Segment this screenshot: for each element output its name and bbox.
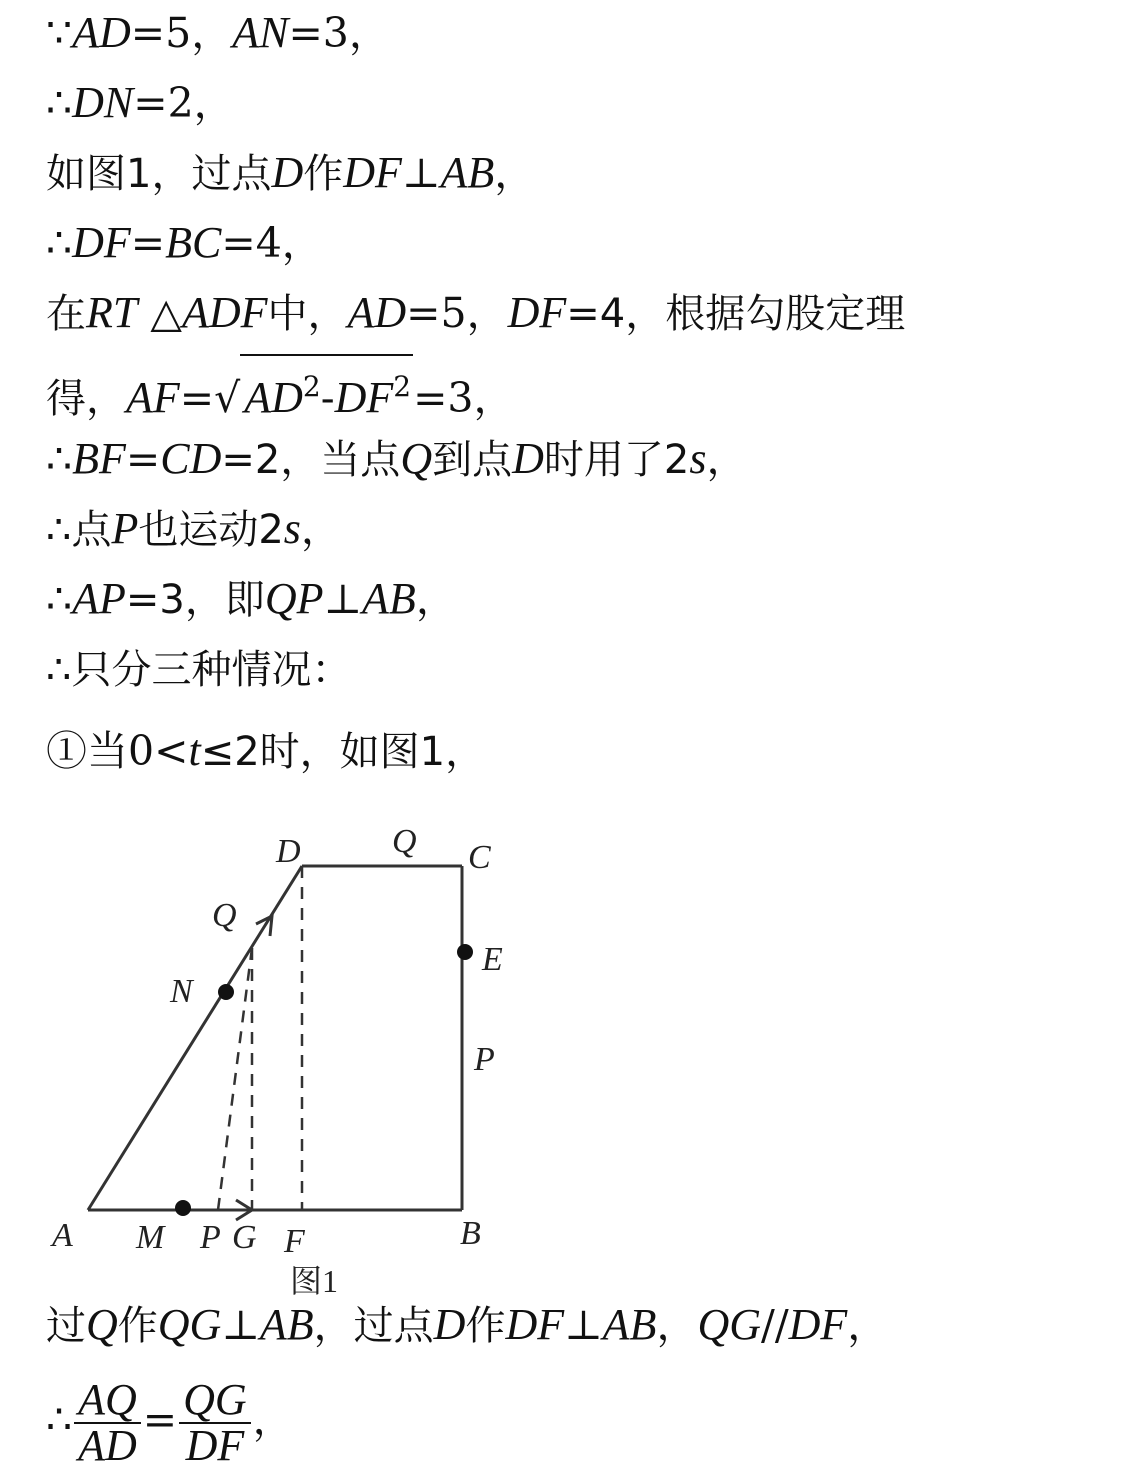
math-symbol: DF <box>343 148 402 197</box>
math-symbol: AB <box>259 1300 314 1349</box>
text-fragment: ， <box>415 575 457 623</box>
text-fragment: =3， <box>288 9 390 57</box>
math-symbol: DF <box>507 288 567 337</box>
fraction-aq-ad <box>74 1375 141 1470</box>
figure-caption: 图1 <box>290 1263 339 1299</box>
equals-sign: = <box>142 1395 178 1444</box>
math-symbol: DF <box>72 218 131 267</box>
text-line <box>46 504 342 555</box>
label-g: G <box>232 1219 257 1256</box>
text-fragment: = <box>125 435 161 483</box>
math-symbol: P <box>111 504 139 553</box>
fraction-denominator: DF <box>185 1421 245 1470</box>
label-c: C <box>468 839 491 876</box>
text-fragment: ∴只分三种情况： <box>46 647 352 693</box>
text-fragment: ， <box>656 1301 698 1349</box>
math-symbol: AN <box>232 8 289 57</box>
label-d: D <box>276 833 301 870</box>
text-fragment: ①当0< <box>46 727 189 775</box>
math-symbol: QG <box>697 1300 761 1349</box>
math-symbol: AB <box>602 1300 657 1349</box>
text-line <box>46 218 323 268</box>
text-fragment: 如图1，过点 <box>46 151 272 197</box>
text-fragment: ∴ <box>46 219 73 267</box>
text-fragment: - <box>320 374 335 422</box>
text-fragment: 得， <box>46 376 126 422</box>
text-fragment: ∴ <box>46 435 73 483</box>
text-fragment: ， <box>706 435 748 483</box>
label-n: N <box>170 973 193 1010</box>
text-line <box>46 78 235 128</box>
math-symbol: BF <box>72 434 126 483</box>
text-fragment: ∴ <box>46 79 73 127</box>
label-p-right: P <box>474 1041 495 1078</box>
exponent: 2 <box>393 370 412 403</box>
text-fragment: // <box>761 1301 789 1349</box>
math-symbol: DN <box>72 78 134 127</box>
point-e <box>457 944 473 960</box>
text-fragment: 作 <box>117 1303 158 1349</box>
math-symbol: QG <box>157 1300 222 1349</box>
text-line <box>46 148 535 199</box>
math-symbol: AD <box>72 8 131 57</box>
math-symbol: D <box>512 434 544 483</box>
text-fragment: =√ <box>179 374 241 422</box>
text-fragment: =3，即 <box>125 577 265 623</box>
label-p-bottom: P <box>200 1219 221 1256</box>
text-fragment: =2， <box>133 79 235 127</box>
math-symbol: AF <box>126 373 180 422</box>
text-fragment: ≤2时，如图1， <box>200 729 486 775</box>
math-symbol: s <box>689 434 707 483</box>
math-symbol: Q <box>86 1300 118 1349</box>
text-fragment: ， <box>847 1301 889 1349</box>
point-m <box>175 1200 191 1216</box>
fraction-numerator: QG <box>179 1378 251 1424</box>
label-m: M <box>136 1219 165 1256</box>
label-b: B <box>460 1215 481 1252</box>
exponent: 2 <box>302 370 321 403</box>
math-symbol: AB <box>440 148 495 197</box>
math-symbol: RT <box>86 288 138 337</box>
therefore-symbol: ∴ <box>46 1395 73 1444</box>
point-n <box>218 984 234 1000</box>
math-symbol: D <box>433 1300 466 1349</box>
text-fragment: ， <box>494 149 536 197</box>
text-line <box>46 8 390 58</box>
comma: ， <box>252 1395 294 1444</box>
math-symbol: CD <box>160 434 222 483</box>
text-fragment: ，过点 <box>313 1303 434 1349</box>
label-q-left: Q <box>212 897 237 934</box>
text-fragment: =3， <box>413 374 515 422</box>
text-fragment: =5， <box>130 9 233 57</box>
text-fragment: 中， <box>267 291 348 337</box>
label-e: E <box>482 941 503 978</box>
sqrt-radicand <box>240 354 413 423</box>
text-line <box>46 288 905 339</box>
text-fragment: 时用了2 <box>543 437 690 483</box>
math-symbol: Q <box>400 434 433 483</box>
text-fragment: =5， <box>406 289 508 337</box>
text-fragment: =2，当点 <box>221 437 401 483</box>
label-f: F <box>284 1223 305 1260</box>
text-fragment: 到点 <box>432 437 513 483</box>
text-fragment: ∴ <box>46 575 73 623</box>
math-symbol: AD <box>347 288 407 337</box>
text-line <box>46 358 515 424</box>
math-symbol: AP <box>72 574 126 623</box>
text-fragment: ⊥ <box>401 149 441 197</box>
label-q-top: Q <box>392 823 417 860</box>
math-symbol: QP <box>264 574 324 623</box>
label-a: A <box>52 1217 73 1254</box>
text-fragment: ⊥ <box>221 1301 260 1349</box>
text-fragment: 过 <box>46 1303 86 1349</box>
math-symbol: DF <box>334 373 394 422</box>
math-symbol: D <box>271 148 304 197</box>
text-fragment: = <box>130 219 166 267</box>
text-fragment: ， <box>300 505 342 553</box>
text-line <box>46 434 747 485</box>
text-line <box>46 574 457 625</box>
text-fragment: ⊥ <box>564 1301 603 1349</box>
text-fragment: 作 <box>465 1303 506 1349</box>
text-line <box>46 726 485 777</box>
math-symbol: AB <box>362 574 416 623</box>
text-fragment: 作 <box>303 151 344 197</box>
geometry-figure <box>40 820 560 1310</box>
math-symbol: BC <box>165 218 222 267</box>
text-fragment: =4，根据勾股定理 <box>566 291 906 337</box>
text-fragment: 在 <box>46 291 86 337</box>
text-fragment: ⊥ <box>323 575 363 623</box>
math-symbol: AD <box>244 373 303 422</box>
text-fragment: ∵ <box>46 9 73 57</box>
math-symbol: DF <box>505 1300 565 1349</box>
fraction-numerator: AQ <box>74 1378 141 1424</box>
text-fragment: △ <box>137 289 182 337</box>
proportion-line <box>46 1375 294 1470</box>
math-symbol: t <box>188 726 201 775</box>
math-symbol: DF <box>788 1300 848 1349</box>
fraction-qg-df <box>179 1375 251 1470</box>
math-symbol: ADF <box>181 288 268 337</box>
text-fragment: ∴点 <box>46 507 112 553</box>
math-symbol: s <box>283 504 301 553</box>
text-line <box>46 644 351 695</box>
text-fragment: =4， <box>221 219 323 267</box>
fraction-denominator: AD <box>78 1421 137 1470</box>
text-fragment: 也运动2 <box>138 507 284 553</box>
